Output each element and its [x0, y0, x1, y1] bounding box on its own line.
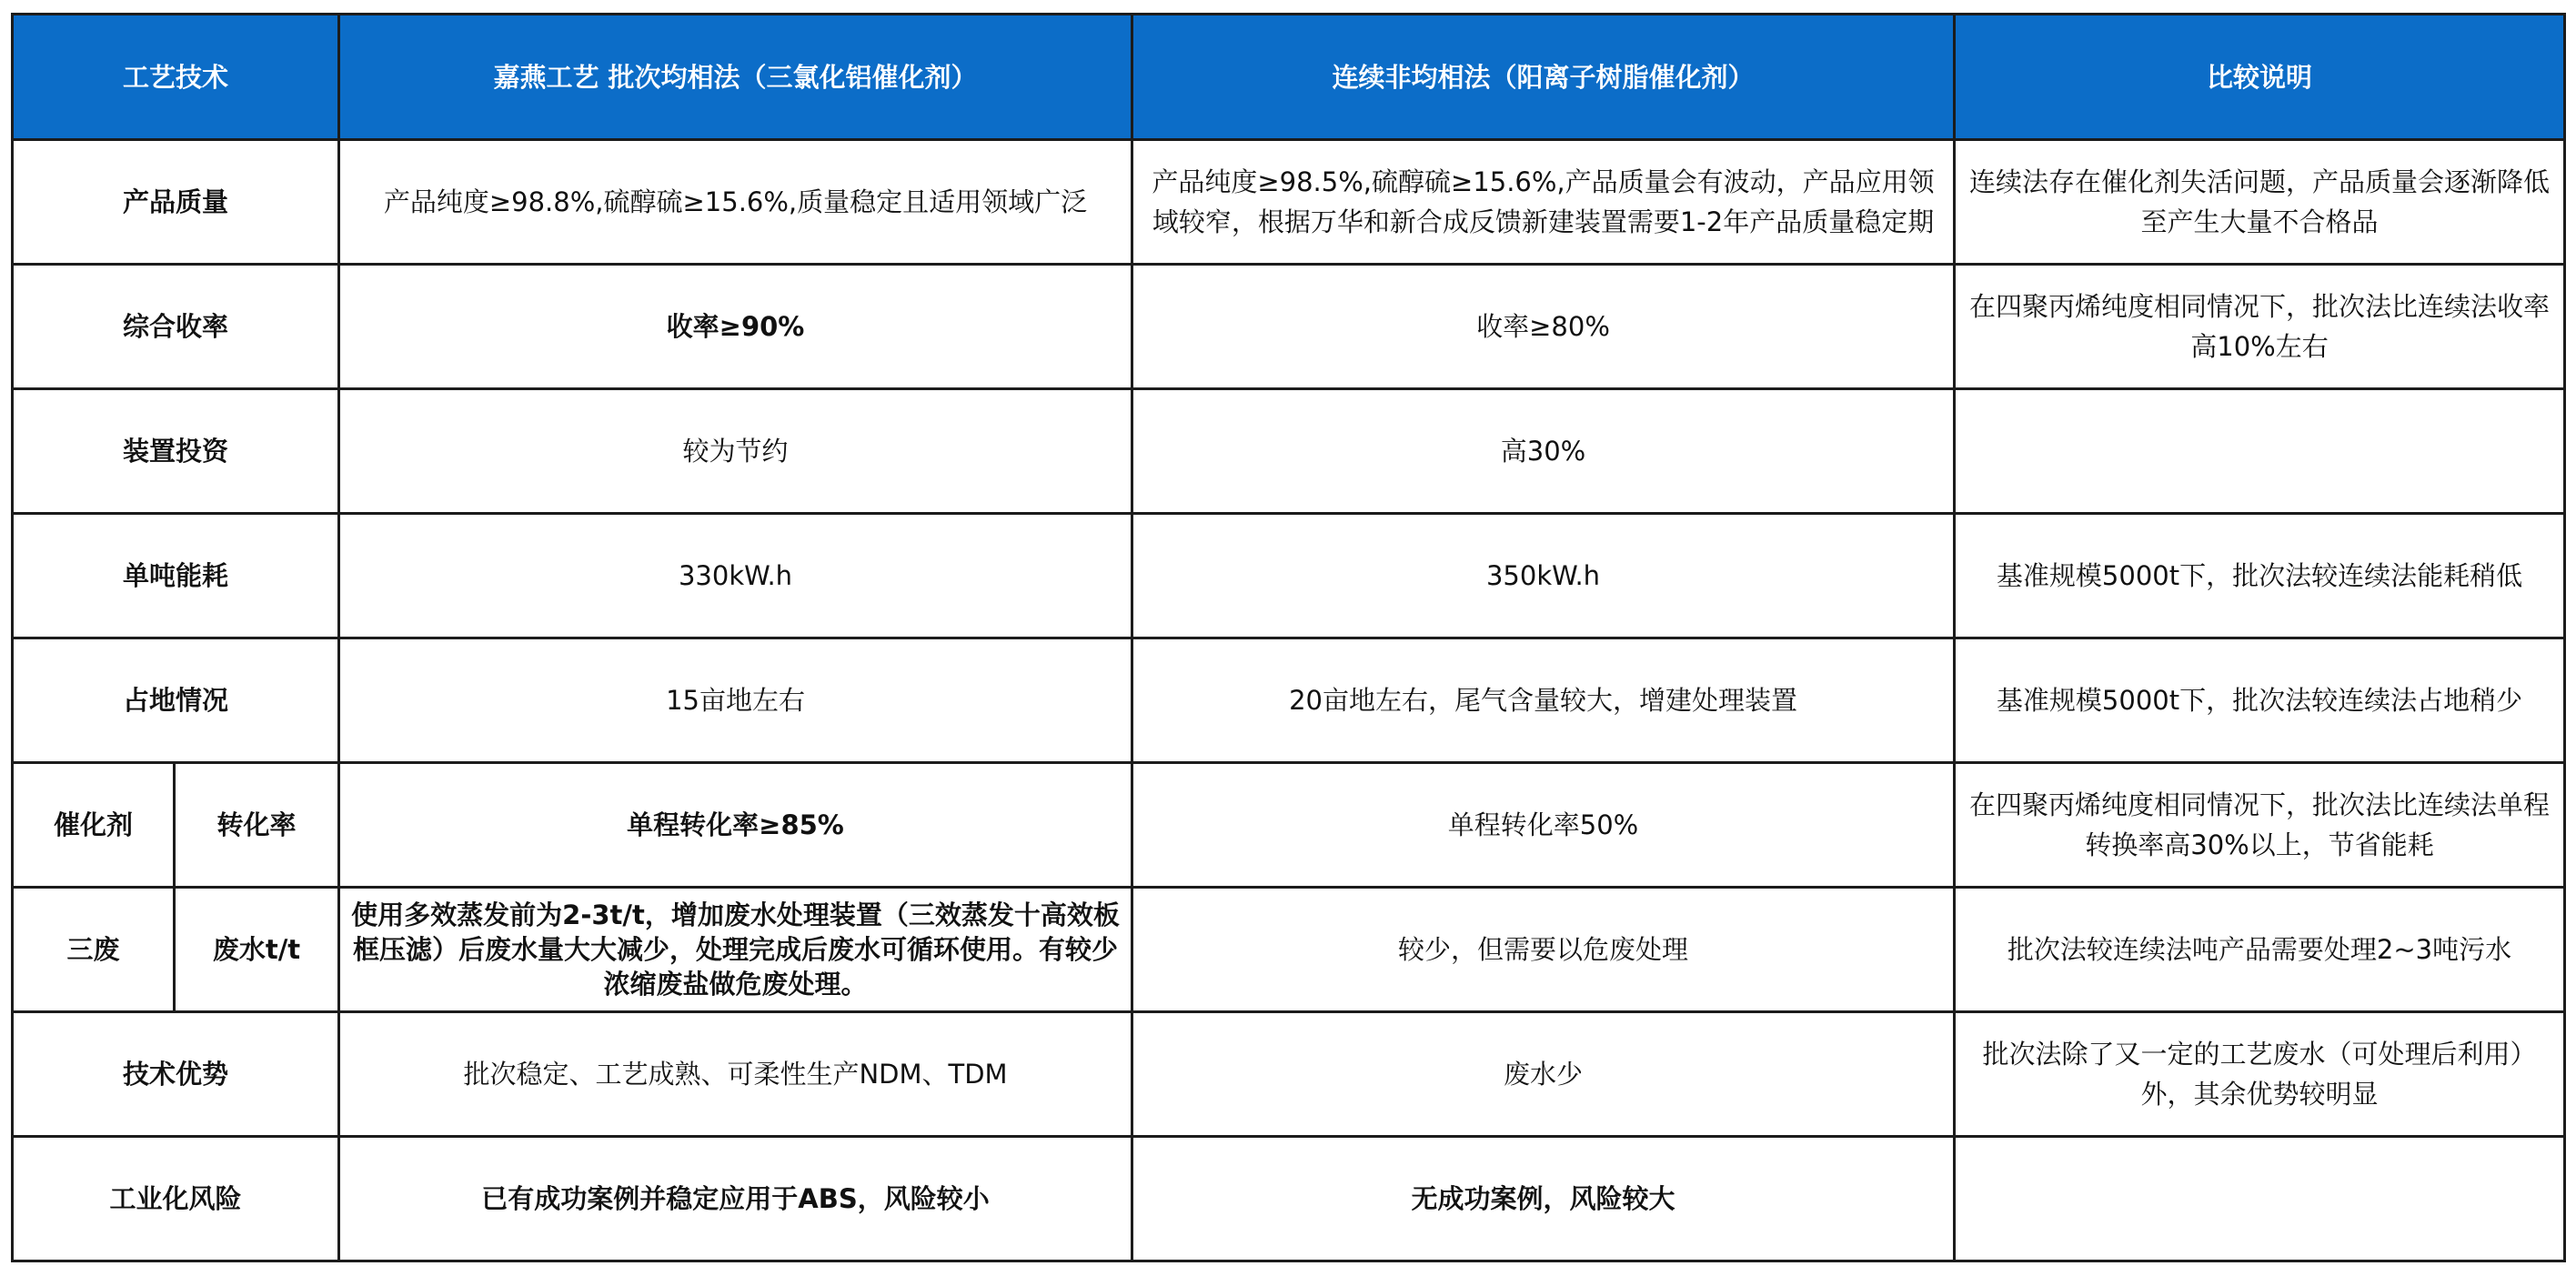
batch-cell: 已有成功案例并稳定应用于ABS，风险较小 — [339, 1137, 1132, 1261]
row-label: 综合收率 — [13, 265, 339, 389]
header-process-technology: 工艺技术 — [13, 15, 339, 140]
note-cell: 连续法存在催化剂失活问题，产品质量会逐渐降低至产生大量不合格品 — [1955, 140, 2565, 265]
row-label: 技术优势 — [13, 1012, 339, 1137]
continuous-cell: 350kW.h — [1132, 514, 1955, 638]
row-sub-label: 转化率 — [175, 763, 339, 888]
batch-cell: 330kW.h — [339, 514, 1132, 638]
header-row — [13, 15, 2565, 140]
table-row — [13, 888, 2565, 1012]
row-group-label: 催化剂 — [13, 763, 175, 888]
row-label: 占地情况 — [13, 638, 339, 763]
row-label: 单吨能耗 — [13, 514, 339, 638]
table-row — [13, 763, 2565, 888]
note-cell — [1955, 1137, 2565, 1261]
table-row — [13, 389, 2565, 514]
note-cell — [1955, 389, 2565, 514]
comparison-table-container — [11, 13, 2563, 1262]
row-label: 装置投资 — [13, 389, 339, 514]
batch-cell: 批次稳定、工艺成熟、可柔性生产NDM、TDM — [339, 1012, 1132, 1137]
table-row — [13, 1012, 2565, 1137]
note-cell: 基准规模5000t下，批次法较连续法能耗稍低 — [1955, 514, 2565, 638]
continuous-cell: 较少，但需要以危废处理 — [1132, 888, 1955, 1012]
continuous-cell: 收率≥80% — [1132, 265, 1955, 389]
batch-cell: 使用多效蒸发前为2-3t/t，增加废水处理装置（三效蒸发十高效板框压滤）后废水量大大减少，处理完成后废水可循环使用。有较少浓缩废盐做危废处理。 — [339, 888, 1132, 1012]
header-comparison-note: 比较说明 — [1955, 15, 2565, 140]
header-batch-method: 嘉燕工艺 批次均相法（三氯化铝催化剂） — [339, 15, 1132, 140]
table-row — [13, 638, 2565, 763]
table-row — [13, 514, 2565, 638]
continuous-cell: 20亩地左右，尾气含量较大，增建处理装置 — [1132, 638, 1955, 763]
continuous-cell: 单程转化率50% — [1132, 763, 1955, 888]
note-cell: 基准规模5000t下，批次法较连续法占地稍少 — [1955, 638, 2565, 763]
row-group-label: 三废 — [13, 888, 175, 1012]
table-row — [13, 265, 2565, 389]
note-cell: 批次法较连续法吨产品需要处理2~3吨污水 — [1955, 888, 2565, 1012]
batch-cell: 产品纯度≥98.8%,硫醇硫≥15.6%,质量稳定且适用领域广泛 — [339, 140, 1132, 265]
table-row — [13, 1137, 2565, 1261]
batch-cell: 较为节约 — [339, 389, 1132, 514]
continuous-cell: 废水少 — [1132, 1012, 1955, 1137]
header-continuous-method: 连续非均相法（阳离子树脂催化剂） — [1132, 15, 1955, 140]
note-cell: 批次法除了又一定的工艺废水（可处理后利用）外，其余优势较明显 — [1955, 1012, 2565, 1137]
continuous-cell: 产品纯度≥98.5%,硫醇硫≥15.6%,产品质量会有波动，产品应用领域较窄，根据万华和新合成反馈新建装置需要1-2年产品质量稳定期 — [1132, 140, 1955, 265]
row-label: 产品质量 — [13, 140, 339, 265]
continuous-cell: 高30% — [1132, 389, 1955, 514]
batch-cell: 单程转化率≥85% — [339, 763, 1132, 888]
continuous-cell: 无成功案例，风险较大 — [1132, 1137, 1955, 1261]
note-cell: 在四聚丙烯纯度相同情况下，批次法比连续法收率高10%左右 — [1955, 265, 2565, 389]
process-comparison-table — [11, 13, 2566, 1262]
table-row — [13, 140, 2565, 265]
note-cell: 在四聚丙烯纯度相同情况下，批次法比连续法单程转换率高30%以上，节省能耗 — [1955, 763, 2565, 888]
row-sub-label: 废水t/t — [175, 888, 339, 1012]
row-label: 工业化风险 — [13, 1137, 339, 1261]
batch-cell: 收率≥90% — [339, 265, 1132, 389]
batch-cell: 15亩地左右 — [339, 638, 1132, 763]
